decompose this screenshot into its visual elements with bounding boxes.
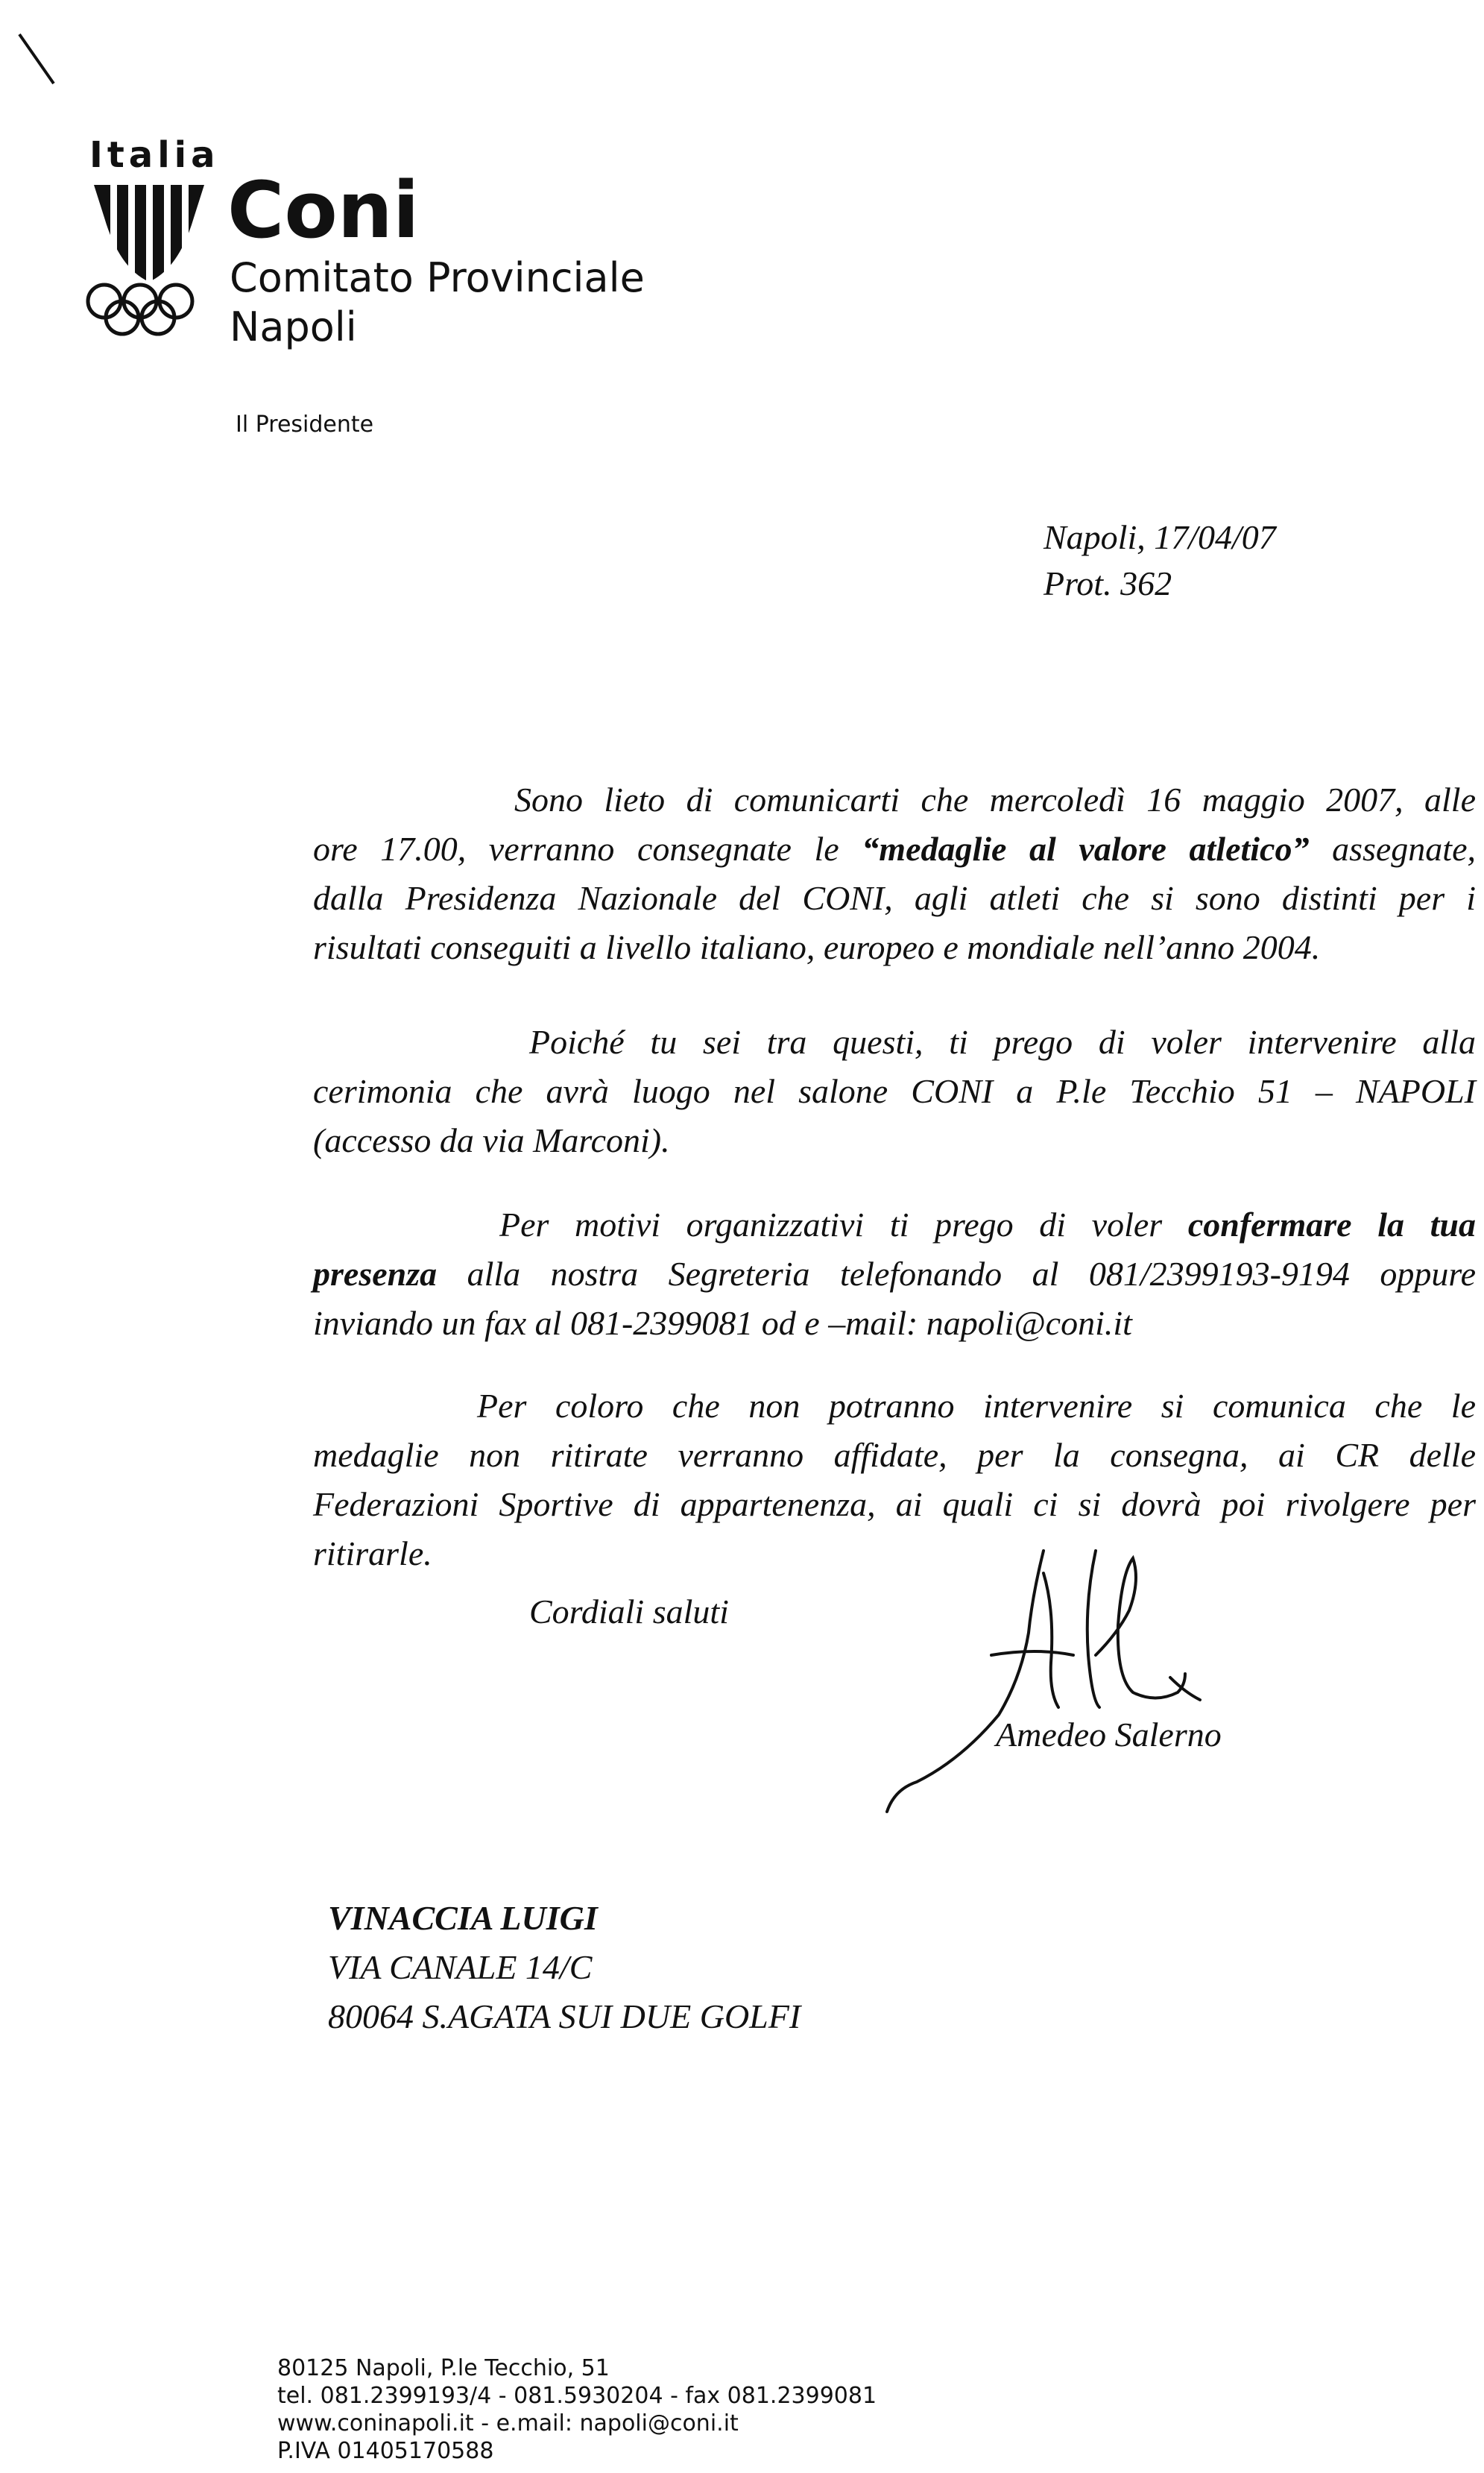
logo-italia-text: Italia [89,134,220,176]
paragraph-text: alla nostra Segreteria telefonando al 081/2399193-9194 oppure [437,1255,1476,1293]
footer-address: 80125 Napoli, P.le Tecchio, 51 [277,2355,610,2381]
paragraph-line [313,1250,1476,1299]
logo-city-text: Napoli [230,303,357,350]
letter-date: Napoli, 17/04/07 [1043,518,1276,556]
paragraph-line: Poiché tu sei tra questi, ti prego di voler intervenire alla [529,1023,1476,1061]
paragraph-line: Sono lieto di comunicarti che mercoledì 16 maggio 2007, alle [514,781,1476,819]
paragraph-confirmation [313,1200,1476,1348]
paragraph-line: cerimonia che avrà luogo nel salone CONI a P.le Tecchio 51 – NAPOLI [313,1072,1476,1110]
confirm-highlight: confermare la tua [1187,1206,1476,1244]
recipient-street: VIA CANALE 14/C [328,1948,593,1986]
logo-committee-text: Comitato Provinciale [230,254,645,301]
paragraph-line: medaglie non ritirate verranno affidate, per la consegna, ai CR delle [313,1436,1476,1474]
president-title: Il Presidente [236,412,374,438]
torch-stripes-icon [89,180,209,285]
recipient-address [328,1894,801,2041]
footer-web: www.coninapoli.it - e.mail: napoli@coni.it [277,2410,739,2436]
paragraph-text: Per motivi organizzativi ti prego di voler [499,1206,1188,1244]
paragraph-line: dalla Presidenza Nazionale del CONI, agli atleti che si sono distinti per i [313,879,1476,917]
paragraph-line: Per coloro che non potranno intervenire si comunica che le [477,1387,1476,1425]
paragraph-line: Federazioni Sportive di appartenenza, ai quali ci si dovrà poi rivolgere per [313,1485,1476,1523]
paragraph-text: ore 17.00, verranno consegnate le [313,830,862,868]
paragraph-line: inviando un fax al 081-2399081 od e –mail: napoli@coni.it [313,1304,1132,1342]
paragraph-line [313,825,1476,874]
handwritten-signature [872,1543,1230,1819]
date-block [1043,514,1276,607]
closing-greeting: Cordiali saluti [529,1593,729,1631]
logo-coni-text: Coni [227,165,420,256]
protocol-number: Prot. 362 [1043,564,1172,602]
paragraph-line: ritirarle. [313,1534,432,1572]
paragraph-text: assegnate, [1309,830,1476,868]
paragraph-line: risultati conseguiti a livello italiano, europeo e mondiale nell’anno 2004. [313,928,1321,966]
letter-footer [277,2354,877,2465]
recipient-name: VINACCIA LUIGI [328,1899,598,1937]
paragraph-line [313,1200,1476,1250]
scan-corner-mark [15,30,60,89]
footer-vat: P.IVA 01405170588 [277,2438,494,2464]
medals-highlight: “medaglie al valore atletico” [862,830,1310,868]
footer-phones: tel. 081.2399193/4 - 081.5930204 - fax 081.2399081 [277,2383,877,2409]
presence-highlight: presenza [313,1255,438,1293]
paragraph-invitation [313,1018,1476,1165]
olympic-rings-icon [82,280,216,340]
paragraph-line: (accesso da via Marconi). [313,1121,670,1159]
signer-name: Amedeo Salerno [996,1716,1222,1754]
recipient-city: 80064 S.AGATA SUI DUE GOLFI [328,1997,801,2035]
coni-logo [82,134,678,358]
paragraph-announcement [313,775,1476,972]
